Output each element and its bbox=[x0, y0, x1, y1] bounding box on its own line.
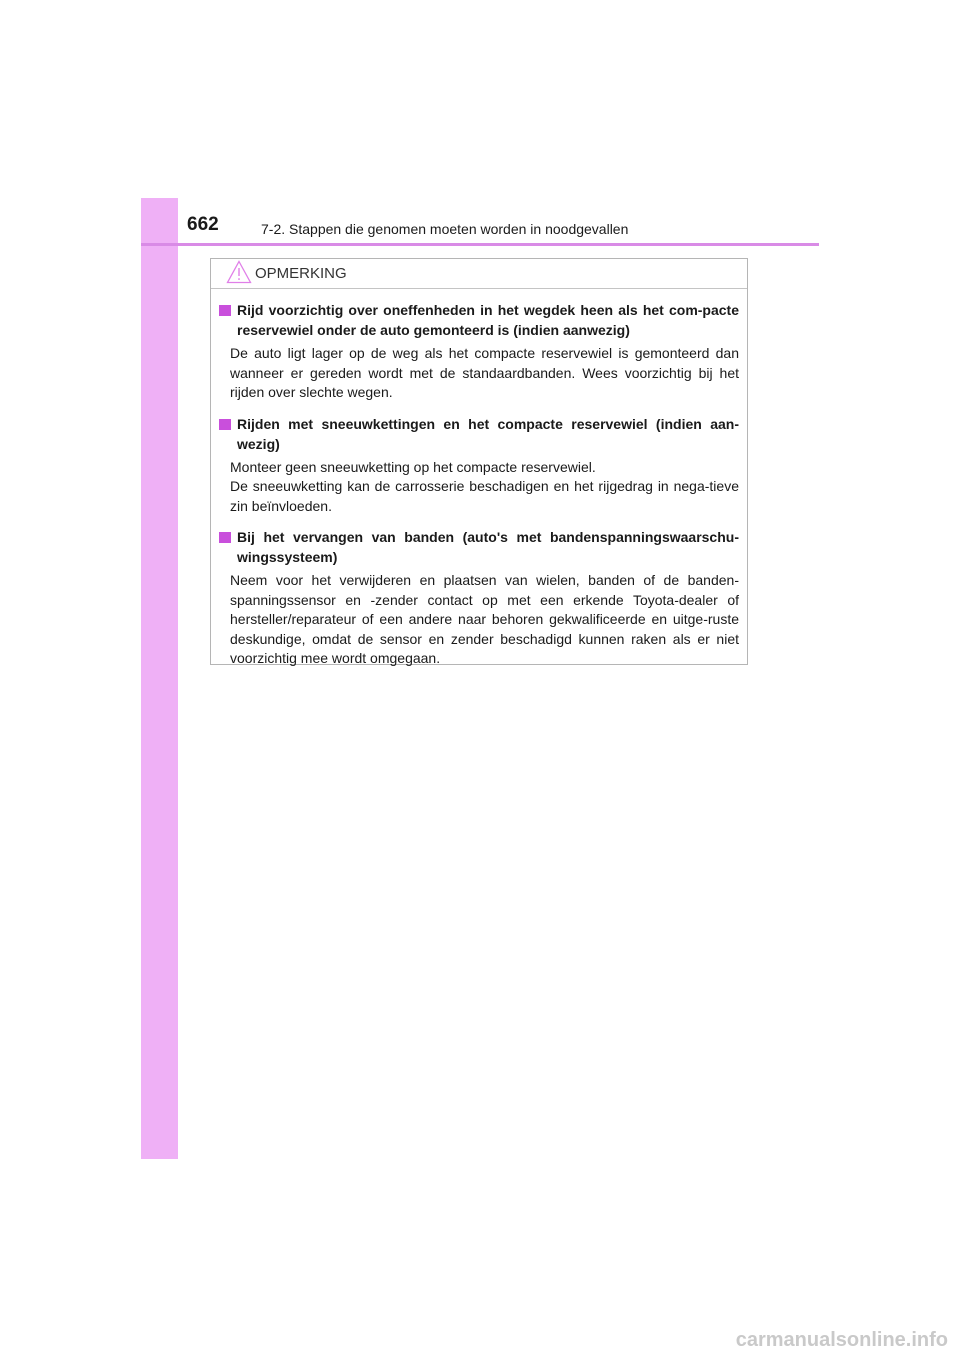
bullet-square-icon bbox=[219, 532, 231, 543]
item-paragraph: Neem voor het verwijderen en plaatsen van wielen, banden of de banden-spanningssensor en -zender contact op met een erkende Toyota-dealer of hersteller/reparateur of een andere naar behoren gekwalificeerde en uitge-ruste deskundige, omdat de sensor en zender beschadigd kunnen raken als er niet voorzichtig mee wordt omgegaan. bbox=[230, 572, 739, 666]
section-title: 7-2. Stappen die genomen moeten worden in noodgevallen bbox=[261, 221, 629, 237]
notice-label: OPMERKING bbox=[255, 265, 347, 282]
notice-item bbox=[219, 414, 739, 517]
notice-header bbox=[211, 259, 747, 289]
notice-body bbox=[211, 289, 747, 669]
side-tab bbox=[141, 198, 178, 1159]
warning-triangle-icon bbox=[226, 260, 252, 284]
item-paragraph: De auto ligt lager op de weg als het compacte reservewiel is gemonteerd dan wanneer er gereden wordt met de standaardbanden. Wees voorzichtig bij het rijden over slechte wegen. bbox=[230, 345, 739, 400]
header-rule bbox=[141, 243, 819, 246]
item-title: Rijden met sneeuwkettingen en het compacte reservewiel (indien aan-wezig) bbox=[237, 415, 739, 452]
item-title: Bij het vervangen van banden (auto's met bandenspanningswaarschu-wingssysteem) bbox=[237, 529, 739, 565]
notice-item bbox=[219, 527, 739, 669]
item-paragraph: Monteer geen sneeuwketting op het compacte reservewiel. bbox=[230, 458, 596, 475]
notice-box bbox=[210, 258, 748, 665]
item-title: Rijd voorzichtig over oneffenheden in het wegdek heen als het com-pacte reservewiel onder de auto gemonteerd is (indien aanwezig) bbox=[237, 302, 739, 338]
bullet-square-icon bbox=[219, 419, 231, 430]
item-paragraph: De sneeuwketting kan de carrosserie beschadigen en het rijgedrag in nega-tieve zin beïnvloeden. bbox=[230, 478, 739, 514]
page-number: 662 bbox=[187, 214, 219, 235]
notice-item bbox=[219, 300, 739, 403]
bullet-square-icon bbox=[219, 305, 231, 316]
watermark: carmanualsonline.info bbox=[735, 1329, 948, 1351]
